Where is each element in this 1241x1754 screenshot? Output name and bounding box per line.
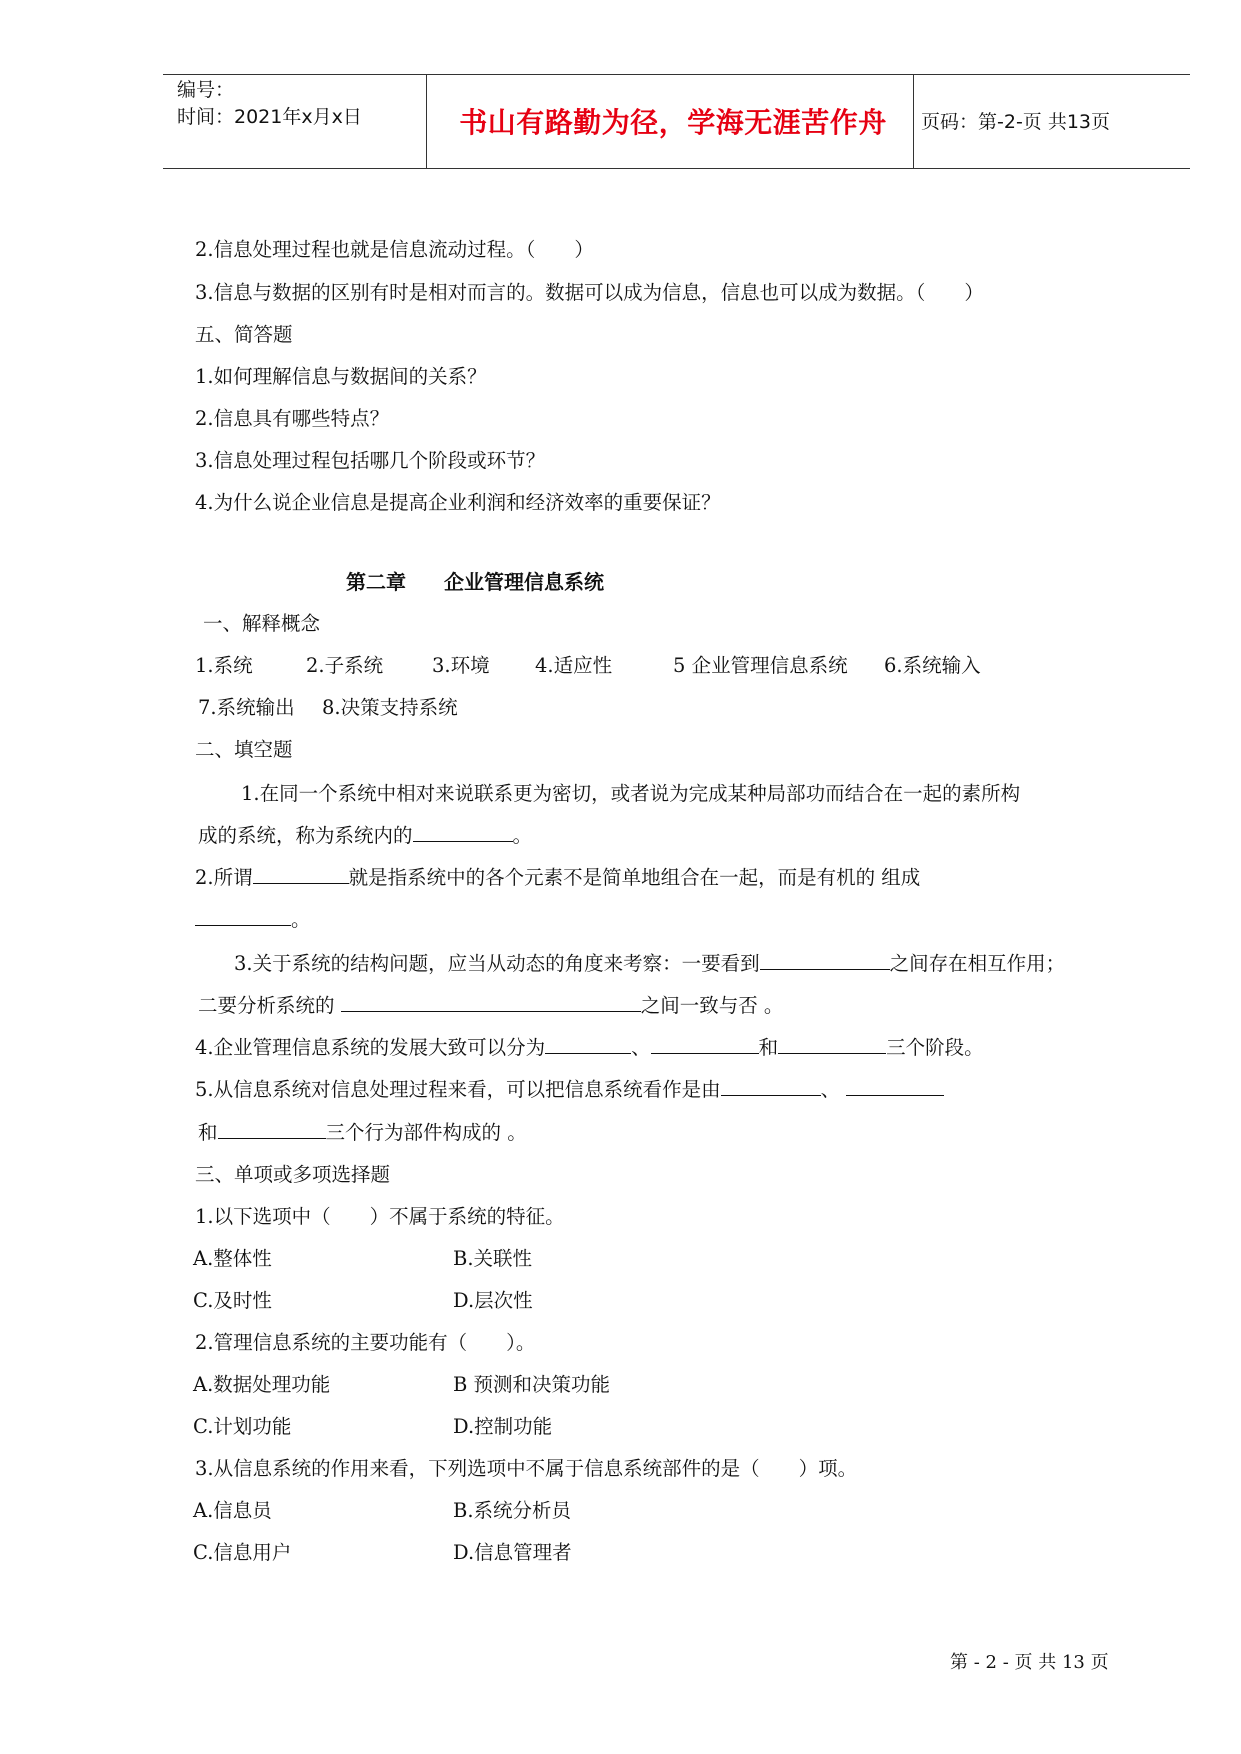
section-title-choice: 三、单项或多项选择题 [195, 1163, 391, 1186]
concept-item: 6.系统输入 [884, 654, 981, 677]
choice-option: A.整体性 [193, 1247, 272, 1270]
fill-q5-line2 [198, 1120, 527, 1146]
fill-q2-line1 [195, 865, 920, 891]
short-answer-q4: 4.为什么说企业信息是提高企业利润和经济效率的重要保证？ [195, 491, 721, 514]
fill-q2-end: 。 [291, 908, 311, 931]
answer-blank[interactable] [341, 993, 641, 1012]
concept-item: 4.适应性 [535, 654, 613, 677]
fill-q4-text: 三个阶段。 [886, 1036, 984, 1059]
fill-q1-text: 成的系统，称为系统内的 [198, 824, 413, 847]
answer-blank[interactable] [846, 1077, 944, 1096]
header-meta [177, 77, 362, 131]
choice-option: B 预测和决策功能 [453, 1373, 611, 1396]
fill-q5-text: 5.从信息系统对信息处理过程来看，可以把信息系统看作是由 [195, 1078, 721, 1101]
concept-item: 1.系统 [195, 654, 253, 677]
short-answer-q3: 3.信息处理过程包括哪几个阶段或环节？ [195, 449, 546, 472]
fill-q3-line1 [234, 951, 1065, 977]
fill-q1-line2 [198, 823, 532, 849]
page-footer: 第 - 2 - 页 共 13 页 [950, 1652, 1109, 1673]
choice-option: C.信息用户 [193, 1541, 292, 1564]
choice-option: C.计划功能 [193, 1415, 292, 1438]
fill-q3-text: 之间一致与否 。 [640, 994, 784, 1017]
page-header [163, 74, 1190, 169]
fill-q2-text: 就是指系统中的各个元素不是简单地组合在一起，而是有机的 组成 [348, 866, 921, 889]
fill-q1-end: 。 [512, 824, 533, 847]
document-time-label: 时间：2021年x月x日 [177, 106, 362, 128]
fill-q3-line2 [198, 993, 783, 1019]
header-page-number: 页码：第-2-页 共13页 [921, 111, 1111, 133]
choice-q2: 2.管理信息系统的主要功能有（ ）。 [195, 1331, 536, 1354]
header-divider [913, 75, 914, 168]
choice-q1: 1.以下选项中（ ）不属于系统的特征。 [195, 1205, 565, 1228]
header-divider [426, 75, 427, 168]
concept-item: 2.子系统 [306, 654, 384, 677]
fill-q2-line2 [195, 907, 311, 933]
header-motto: 书山有路勤为径，学海无涯苦作舟 [459, 106, 887, 139]
answer-blank[interactable] [760, 951, 890, 970]
fill-q4-text: 和 [758, 1036, 779, 1059]
short-answer-q1: 1.如何理解信息与数据间的关系？ [195, 365, 487, 388]
choice-q3: 3.从信息系统的作用来看，下列选项中不属于信息系统部件的是（ ）项。 [195, 1457, 858, 1480]
fill-q3-text: 二要分析系统的 [198, 994, 335, 1017]
section-title-short-answer: 五、简答题 [195, 323, 293, 346]
choice-option: B.关联性 [453, 1247, 533, 1270]
answer-blank[interactable] [218, 1120, 326, 1139]
section-title-fill-blank: 二、填空题 [195, 738, 293, 761]
chapter-number: 第二章 [346, 570, 406, 594]
answer-blank[interactable] [253, 865, 349, 884]
answer-blank[interactable] [651, 1035, 759, 1054]
fill-q5-text: 、 [820, 1078, 841, 1101]
document-number-label: 编号： [177, 79, 235, 101]
tf-question-3: 3.信息与数据的区别有时是相对而言的。数据可以成为信息，信息也可以成为数据。（ ） [195, 281, 984, 304]
answer-blank[interactable] [545, 1035, 631, 1054]
answer-blank[interactable] [721, 1077, 821, 1096]
choice-option: A.信息员 [193, 1499, 272, 1522]
choice-option: D.控制功能 [453, 1415, 553, 1438]
chapter-title: 企业管理信息系统 [444, 570, 604, 594]
concept-item: 7.系统输出 [198, 696, 295, 719]
tf-question-2: 2.信息处理过程也就是信息流动过程。（ ） [195, 238, 594, 261]
short-answer-q2: 2.信息具有哪些特点？ [195, 407, 390, 430]
concept-item: 3.环境 [432, 654, 490, 677]
choice-option: A.数据处理功能 [193, 1373, 331, 1396]
fill-q4-text: 、 [631, 1036, 651, 1059]
fill-q3-text: 3.关于系统的结构问题，应当从动态的角度来考察：一要看到 [234, 952, 760, 975]
fill-q5-line1 [195, 1077, 944, 1103]
fill-q5-text: 和 [198, 1121, 218, 1144]
fill-q2-text: 2.所谓 [195, 866, 253, 889]
concept-item: 8.决策支持系统 [322, 696, 458, 719]
concept-item: 5 企业管理信息系统 [673, 654, 848, 677]
fill-q5-text: 三个行为部件构成的 。 [325, 1121, 527, 1144]
choice-option: B.系统分析员 [453, 1499, 572, 1522]
fill-q3-text: 之间存在相互作用； [889, 952, 1066, 975]
answer-blank[interactable] [778, 1035, 886, 1054]
fill-q4-text: 4.企业管理信息系统的发展大致可以分为 [195, 1036, 546, 1059]
answer-blank[interactable] [413, 823, 513, 842]
answer-blank[interactable] [195, 907, 291, 926]
choice-option: C.及时性 [193, 1289, 272, 1312]
fill-q1-line1: 1.在同一个系统中相对来说联系更为密切，或者说为完成某种局部功而结合在一起的素所构 [241, 782, 1021, 805]
choice-option: D.信息管理者 [453, 1541, 572, 1564]
section-title-concepts: 一、解释概念 [203, 612, 321, 635]
choice-option: D.层次性 [453, 1289, 533, 1312]
fill-q4 [195, 1035, 984, 1061]
